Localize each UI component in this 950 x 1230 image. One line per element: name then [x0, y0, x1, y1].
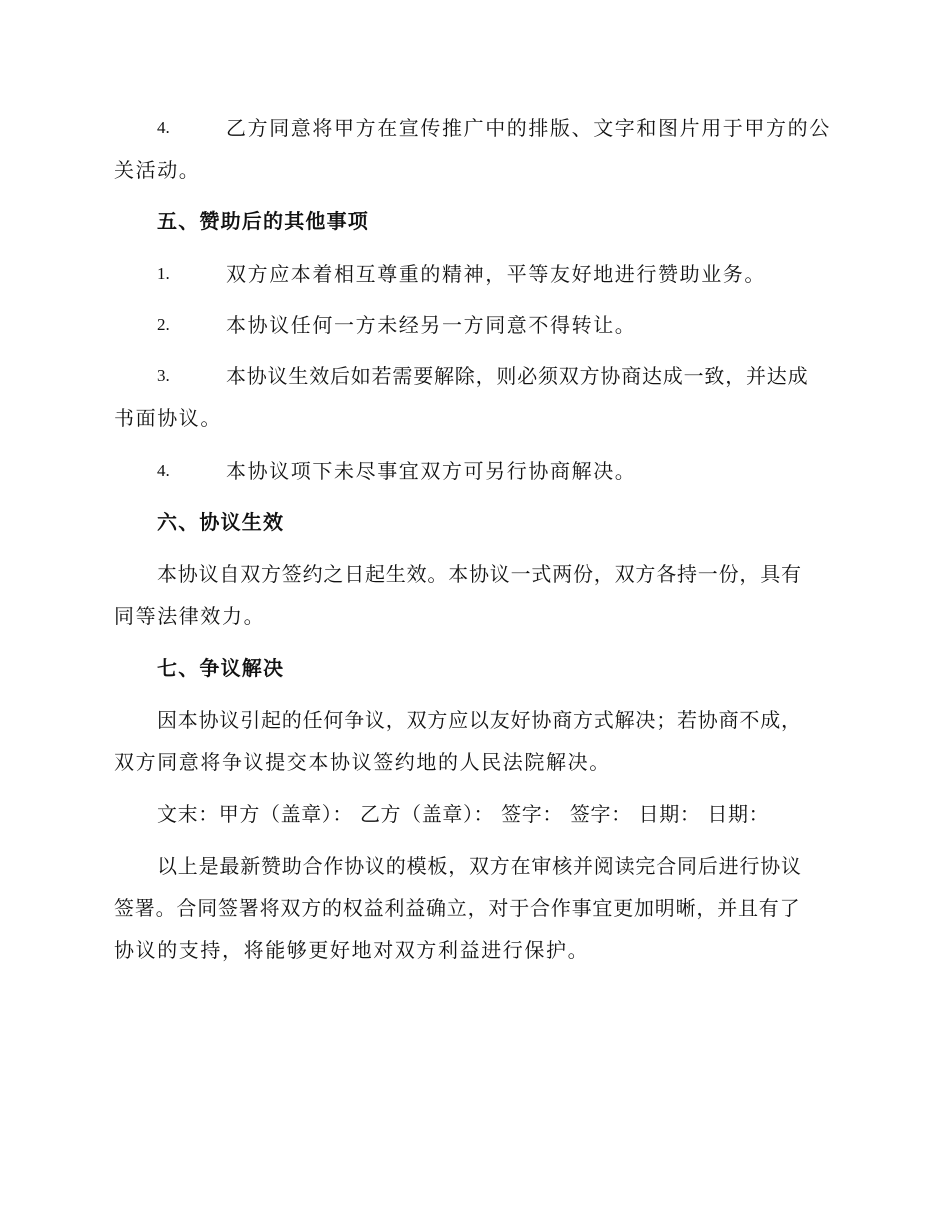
paragraph-text: 同等法律效力。	[114, 604, 266, 628]
clause-number: 4.	[157, 118, 170, 137]
clause-text: 本协议项下未尽事宜双方可另行协商解决。	[226, 459, 637, 483]
clause-number: 3.	[157, 366, 170, 385]
clause-text: 本协议生效后如若需要解除，则必须双方协商达成一致，并达成	[226, 364, 809, 388]
clause-text: 双方应本着相互尊重的精神，平等友好地进行赞助业务。	[226, 262, 766, 286]
section-title: 五、赞助后的其他事项	[157, 209, 369, 233]
clause-text: 书面协议。	[114, 406, 222, 430]
section-title: 六、协议生效	[157, 510, 285, 534]
paragraph-text: 双方同意将争议提交本协议签约地的人民法院解决。	[114, 750, 611, 774]
clause-number: 1.	[157, 264, 170, 283]
paragraph-text: 本协议自双方签约之日起生效。本协议一式两份，双方各持一份，具有	[157, 562, 802, 586]
clause-text: 关活动。	[114, 158, 201, 182]
clause-text: 本协议任何一方未经另一方同意不得转让。	[226, 313, 637, 337]
clause-text: 乙方同意将甲方在宣传推广中的排版、文字和图片用于甲方的公	[226, 116, 831, 140]
paragraph-text: 协议的支持，将能够更好地对双方利益进行保护。	[114, 938, 590, 962]
clause-number: 2.	[157, 315, 170, 334]
signature-text: 文末：甲方（盖章）： 乙方（盖章）： 签字： 签字： 日期： 日期：	[157, 802, 770, 826]
paragraph-text: 因本协议引起的任何争议，双方应以友好协商方式解决；若协商不成，	[157, 708, 802, 732]
clause-number: 4.	[157, 461, 170, 480]
paragraph-text: 以上是最新赞助合作协议的模板，双方在审核并阅读完合同后进行协议	[157, 854, 802, 878]
section-title: 七、争议解决	[157, 656, 285, 680]
paragraph-text: 签署。合同签署将双方的权益利益确立，对于合作事宜更加明晰，并且有了	[114, 896, 801, 920]
